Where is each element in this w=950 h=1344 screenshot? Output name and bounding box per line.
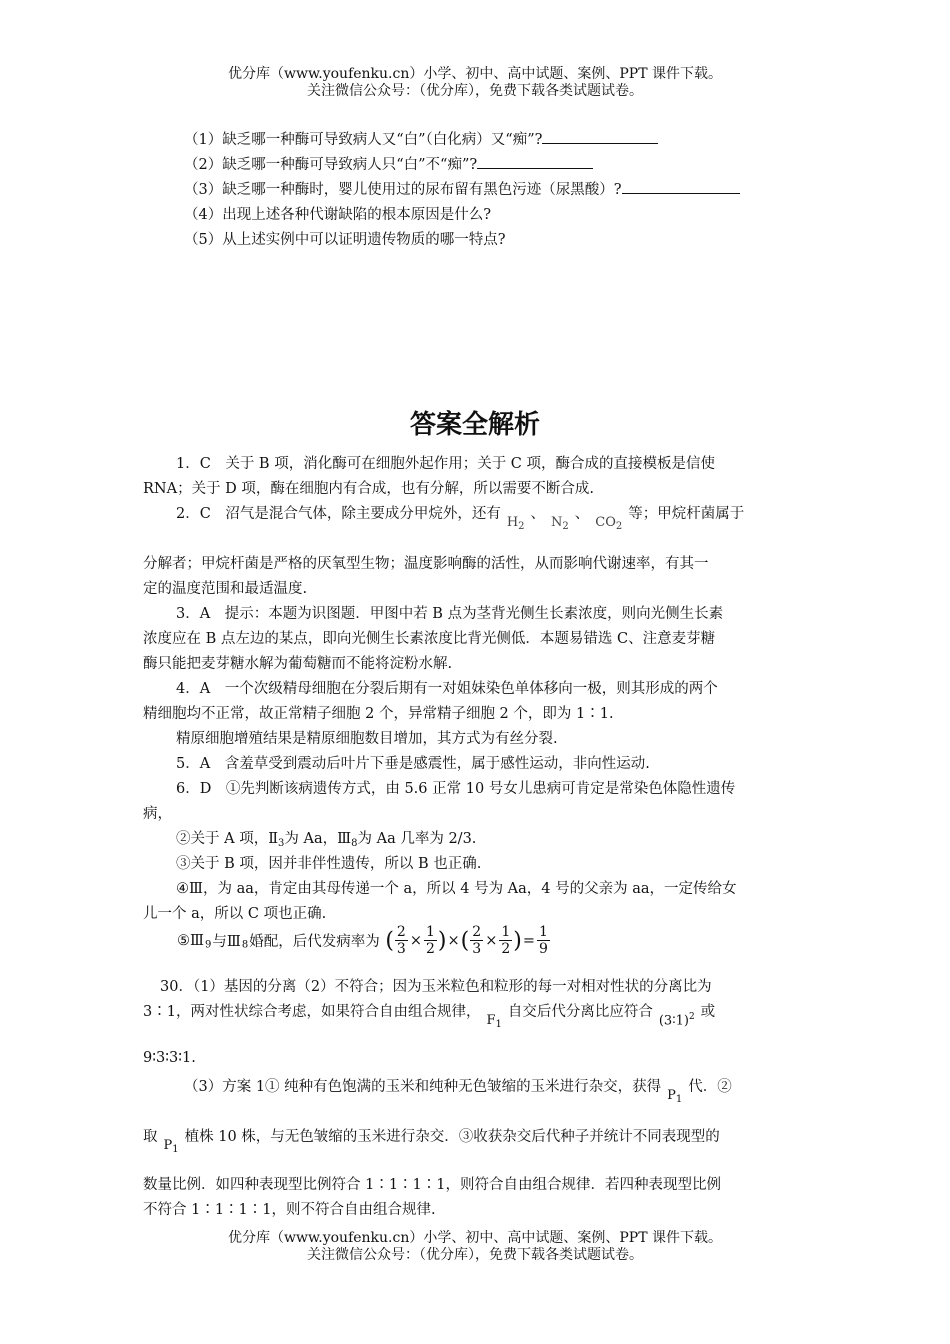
answer-3-line-2: 浓度应在 B 点左边的某点，即向光侧生长素浓度比背光侧低．本题易错选 C、注意麦芽糖 (143, 631, 716, 647)
fraction-5: $\frac{1}{9}$ (539, 924, 548, 957)
question-1: （1）缺乏哪一种酶可导致病人又“白”（白化病）又“痴”? (184, 128, 658, 149)
answer-6-step-2: ②关于 A 项，$Ⅱ_3$为 Aa，$Ⅲ_8$为 Aa 几率为 2/3. (176, 831, 477, 849)
answer-30-line-2: 3∶1，两对性状综合考虑，如果符合自由组合规律，$F_1$自交后代分离比应符合(3∶1)$^2$ 或 (143, 1004, 716, 1030)
answer-30-line-6: 数量比例．如四种表现型比例符合 1∶1∶1∶1，则符合自由组合规律．若四种表现型比例 (143, 1177, 722, 1193)
chem-h2: $H_2$ (506, 515, 525, 532)
answer-30-line-4: （3）方案 1① 纯种有色饱满的玉米和纯种无色皱缩的玉米进行杂交，获得$P_1$代．② (184, 1079, 732, 1105)
footer-line-2: 关注微信公众号：（优分库），免费下载各类试题试卷。 (307, 1247, 643, 1263)
section-title: 答案全解析 (409, 410, 540, 440)
probability-formula: ( $\frac{2}{3}$ × $\frac{1}{2}$ )×( $\frac{2}{3}$ × $\frac{1}{2}$ )= $\frac{1}{9}$ (385, 924, 548, 957)
answer-3-line-3: 酶只能把麦芽糖水解为葡萄糖而不能将淀粉水解. (143, 656, 453, 672)
answer-6-line-2: 病， (143, 806, 172, 822)
answer-6-step-5: $⑤Ⅲ_9$与$Ⅲ_8$婚配，后代发病率为 ( $\frac{2}{3}$ × $\frac{1}{2}$ )×( $\frac{2}{3}$ × $\frac{1}{2}$ )= $\frac{1}{9}$ (176, 924, 551, 957)
answer-30-line-5: 取$P_1$植株 10 株，与无色皱缩的玉米进行杂交．③收获杂交后代种子并统计不同表现型的 (143, 1129, 720, 1155)
answer-blank-3 (622, 180, 740, 194)
fraction-4: $\frac{1}{2}$ (501, 924, 511, 957)
chem-co2: $CO_2$ (595, 515, 623, 532)
answer-6-step-3: ③关于 B 项，因并非伴性遗传，所以 B 也正确. (176, 856, 482, 872)
fraction-1: $\frac{2}{3}$ (396, 924, 406, 957)
answer-6-step-4-line-1: ④Ⅲ，为 aa，肯定由其母传递一个 a，所以 4 号为 Aa，4 号的父亲为 aa，一定传给女 (176, 881, 737, 897)
header-line-2: 关注微信公众号：（优分库），免费下载各类试题试卷。 (307, 83, 643, 99)
answer-4-line-3: 精原细胞增殖结果是精原细胞数目增加，其方式为有丝分裂. (176, 731, 558, 747)
question-2: （2）缺乏哪一种酶可导致病人只“白”不“痴”? (184, 153, 593, 174)
fraction-3: $\frac{2}{3}$ (472, 924, 482, 957)
answer-2-line-1: 2．C 沼气是混合气体，除主要成分甲烷外，还有$H_2$、$N_2$、$CO_2$等；甲烷杆菌属于 (176, 506, 745, 532)
answer-6-step-4-line-2: 儿一个 a，所以 C 项也正确. (143, 906, 327, 922)
answer-3-line-1: 3．A 提示：本题为识图题．甲图中若 B 点为茎背光侧生长素浓度，则向光侧生长素 (176, 606, 724, 622)
answer-30-line-7: 不符合 1∶1∶1∶1，则不符合自由组合规律. (143, 1202, 436, 1218)
answer-30-line-1: 30．（1）基因的分离（2）不符合；因为玉米粒色和粒形的每一对相对性状的分离比为 (160, 979, 712, 995)
answer-2-line-2: 分解者；甲烷杆菌是严格的厌氧型生物；温度影响酶的活性，从而影响代谢速率，有其一 (143, 556, 709, 572)
answer-4-line-2: 精细胞均不正常，故正常精子细胞 2 个，异常精子细胞 2 个，即为 1∶1. (143, 706, 614, 722)
answer-4-line-1: 4．A 一个次级精母细胞在分裂后期有一对姐妹染色单体移向一极，则其形成的两个 (176, 681, 718, 697)
question-3: （3）缺乏哪一种酶时，婴儿使用过的尿布留有黑色污迹（尿黑酸）? (184, 178, 740, 199)
answer-5: 5．A 含羞草受到震动后叶片下垂是感震性，属于感性运动，非向性运动. (176, 756, 650, 772)
question-5: （5）从上述实例中可以证明遗传物质的哪一特点? (184, 232, 506, 248)
answer-6-line-1: 6．D ①先判断该病遗传方式，由 5.6 正常 10 号女儿患病可肯定是常染色体隐性遗传 (176, 781, 736, 797)
question-4: （4）出现上述各种代谢缺陷的根本原因是什么? (184, 207, 491, 223)
answer-30-line-3: 9∶3∶3∶1. (143, 1050, 196, 1066)
chem-n2: $N_2$ (551, 515, 569, 532)
answer-blank-2 (477, 155, 593, 169)
page-footer (0, 1230, 950, 1264)
page-header (0, 66, 950, 100)
answer-1-line-1: 1．C 关于 B 项，消化酶可在细胞外起作用；关于 C 项，酶合成的直接模板是信使 (176, 456, 716, 472)
answer-2-line-3: 定的温度范围和最适温度. (143, 581, 308, 597)
answer-1-line-2: RNA；关于 D 项，酶在细胞内有合成，也有分解，所以需要不断合成. (143, 481, 595, 497)
fraction-2: $\frac{1}{2}$ (426, 924, 435, 957)
header-line-1: 优分库（www.youfenku.cn）小学、初中、高中试题、案例、PPT 课件下载。 (227, 66, 722, 82)
footer-line-1: 优分库（www.youfenku.cn）小学、初中、高中试题、案例、PPT 课件下载。 (227, 1230, 722, 1246)
answer-blank-1 (542, 130, 658, 144)
